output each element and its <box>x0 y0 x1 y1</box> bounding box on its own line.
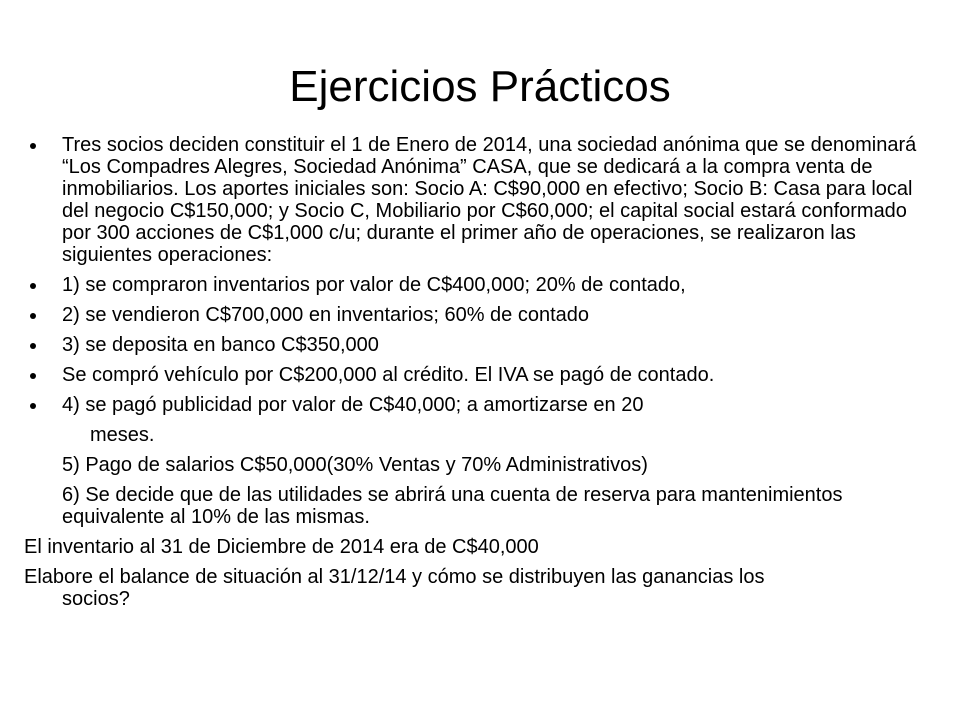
bullet-item-intro <box>24 134 936 266</box>
bullet-icon <box>30 313 36 319</box>
item-text: 6) Se decide que de las utilidades se abrirá una cuenta de reserva para mantenimientos equivalente al 10% de las mismas. <box>62 484 843 528</box>
bullet-icon <box>30 283 36 289</box>
item-6 <box>24 484 936 528</box>
bullet-text: Tres socios deciden constituir el 1 de Enero de 2014, una sociedad anónima que se denominará “Los Compadres Alegres, Sociedad Anónima” CASA, que se dedicará a la compra venta de inmobiliarios. Los aportes iniciales son: Socio A: C$90,000 en efectivo; Socio B: Casa para local del negocio C$150,000; y Socio C, Mobiliario por C$60,000; el capital social estará conformado por 300 acciones de C$1,000 c/u; durante el primer año de operaciones, se realizaron las siguientes operaciones: <box>62 134 917 266</box>
slide-body <box>24 134 936 618</box>
question-continuation: socios? <box>62 588 130 610</box>
bullet-text: Se compró vehículo por C$200,000 al crédito. El IVA se pagó de contado. <box>62 364 715 386</box>
continuation-text: meses. <box>90 424 155 446</box>
bullet-text: 2) se vendieron C$700,000 en inventarios; 60% de contado <box>62 304 590 326</box>
bullet-item-2 <box>24 304 936 326</box>
bullet-item-1 <box>24 274 936 296</box>
continuation-line <box>24 424 936 446</box>
item-5 <box>24 454 936 476</box>
bullet-icon <box>30 403 36 409</box>
bullet-icon <box>30 373 36 379</box>
inventory-note <box>24 536 936 558</box>
bullet-item-4 <box>24 394 936 416</box>
bullet-item-vehicle <box>24 364 936 386</box>
bullet-text: 4) se pagó publicidad por valor de C$40,000; a amortizarse en 20 <box>62 394 644 416</box>
bullet-item-3 <box>24 334 936 356</box>
note-text: El inventario al 31 de Diciembre de 2014 era de C$40,000 <box>24 536 539 558</box>
bullet-icon <box>30 143 36 149</box>
bullet-text: 3) se deposita en banco C$350,000 <box>62 334 379 356</box>
question-text: Elabore el balance de situación al 31/12/14 y cómo se distribuyen las ganancias los <box>24 566 765 588</box>
bullet-text: 1) se compraron inventarios por valor de C$400,000; 20% de contado, <box>62 274 686 296</box>
bullet-icon <box>30 343 36 349</box>
question <box>24 566 936 610</box>
slide-title: Ejercicios Prácticos <box>289 62 671 111</box>
item-text: 5) Pago de salarios C$50,000(30% Ventas y 70% Administrativos) <box>62 454 648 476</box>
